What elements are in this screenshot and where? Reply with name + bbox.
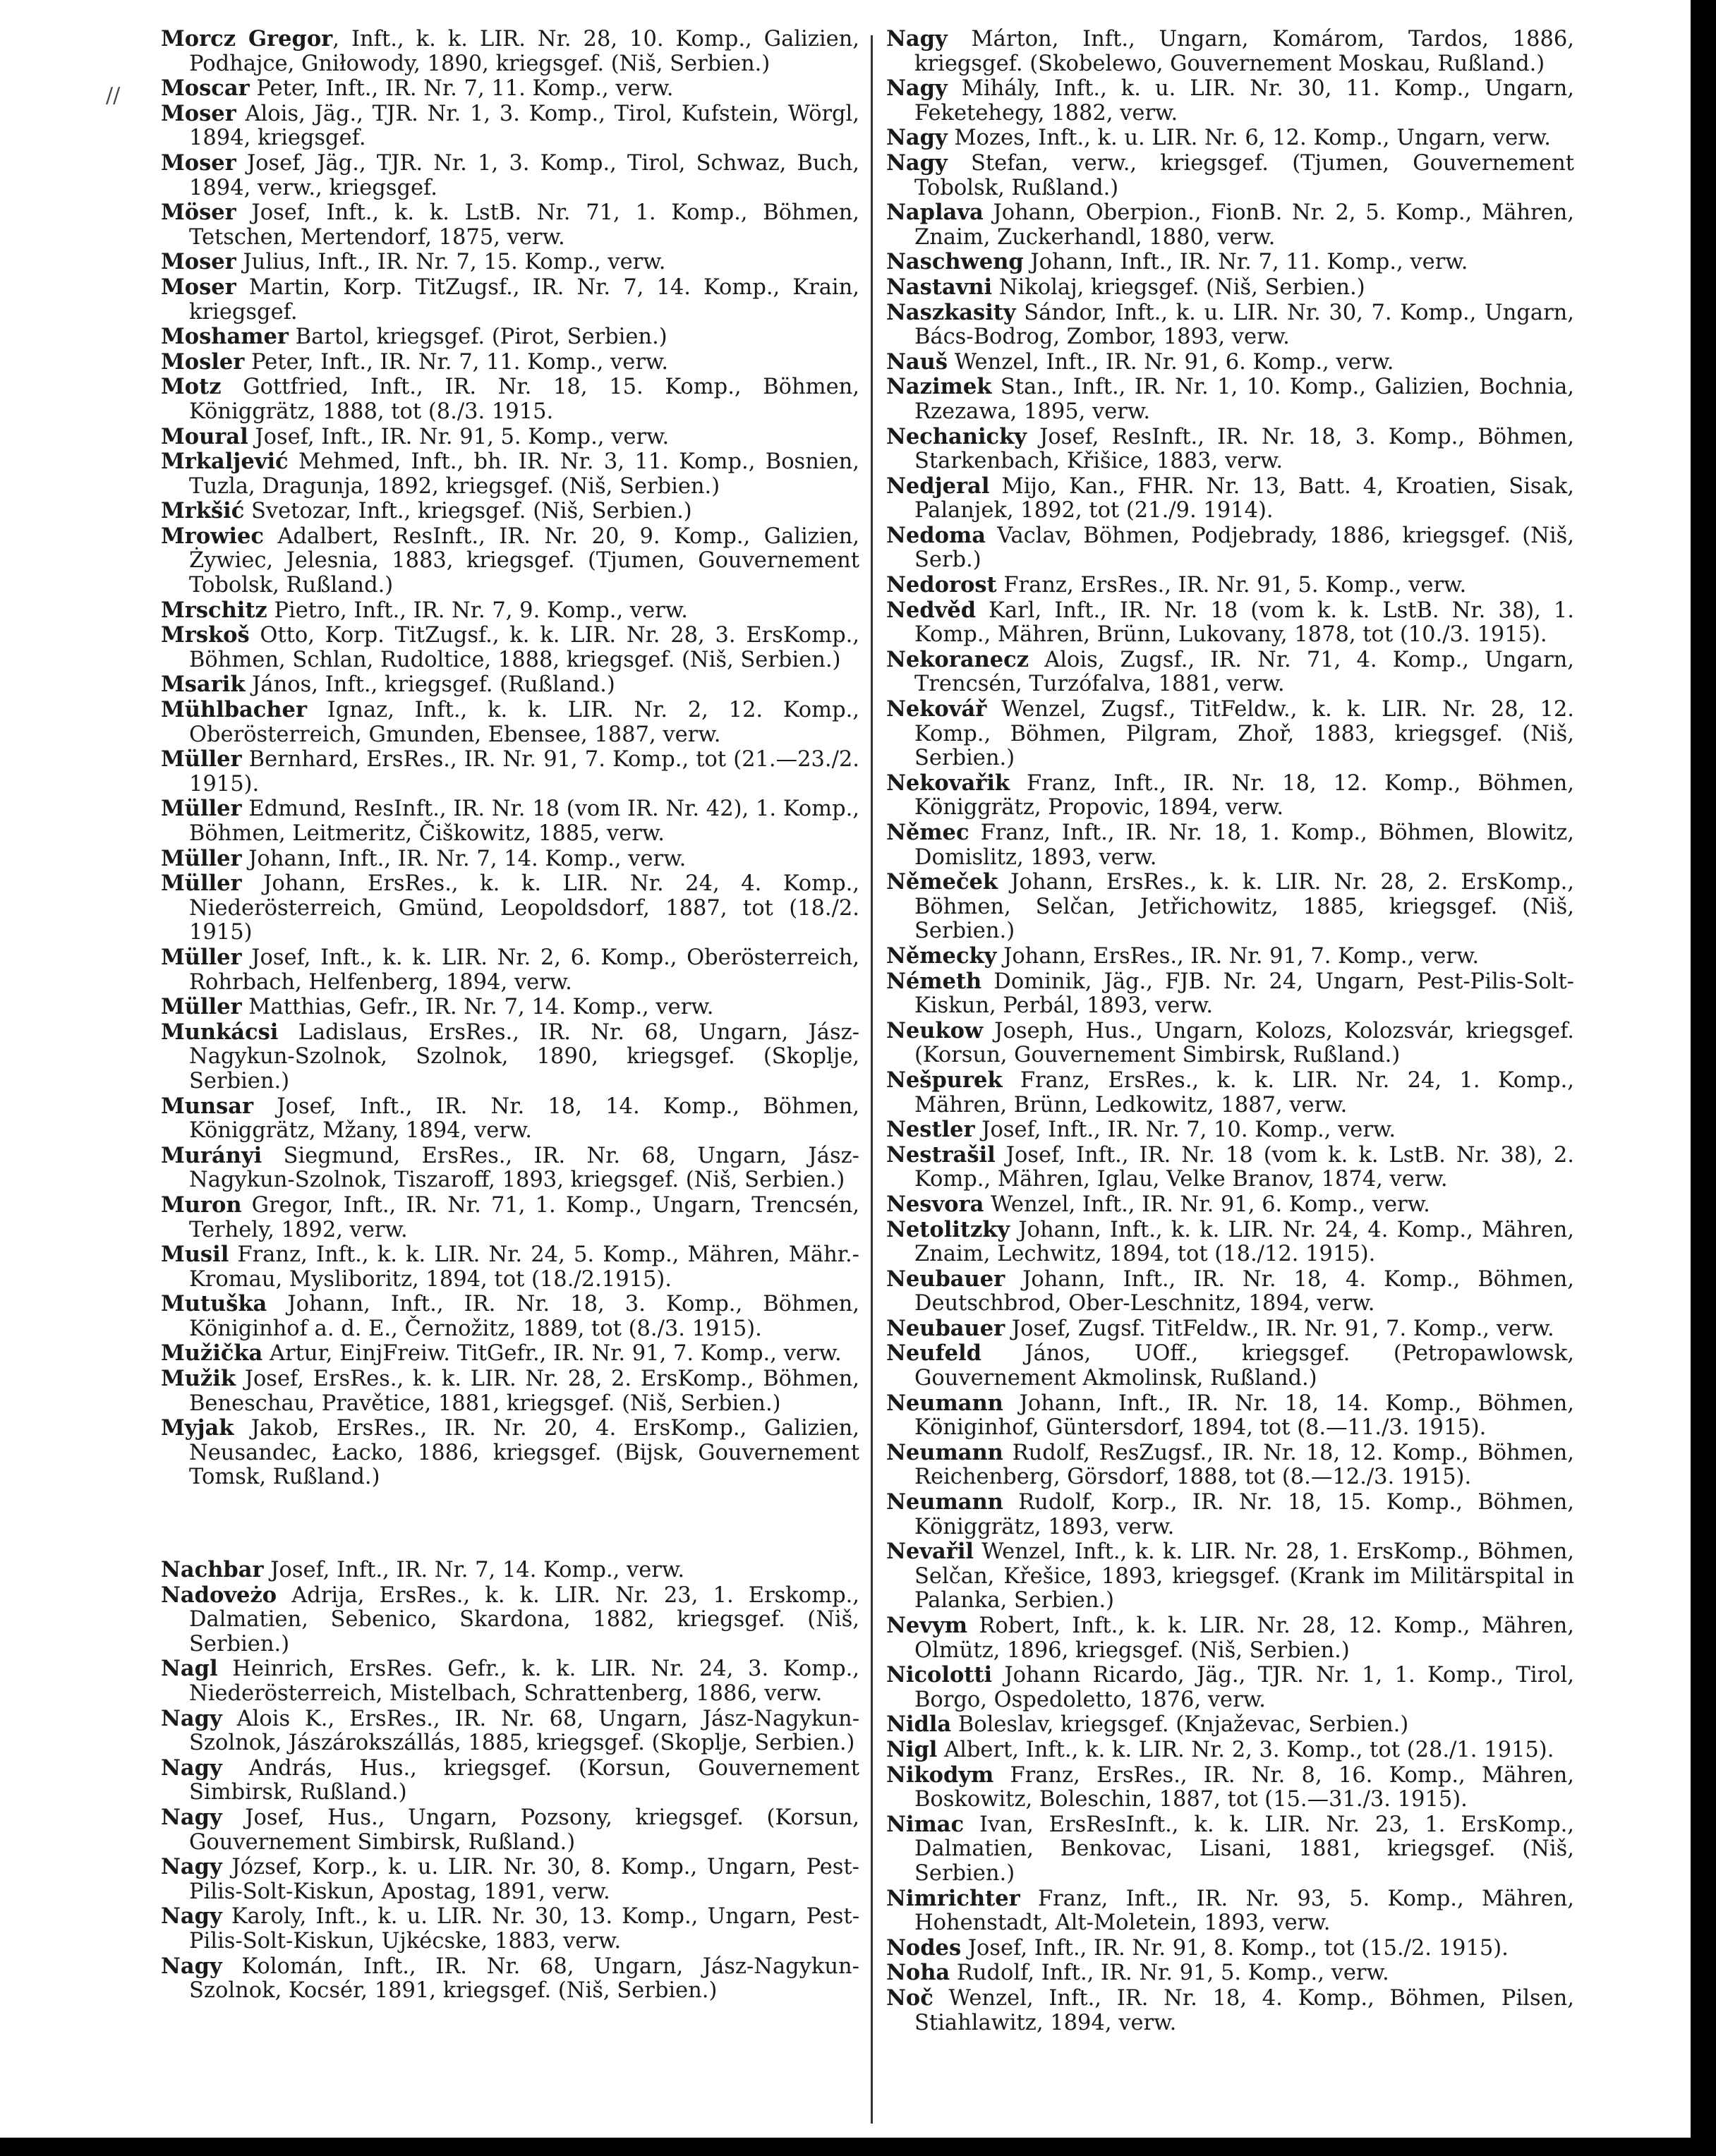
entry-details: Stan., Inft., IR. Nr. 1, 10. Komp., Galizien, Bochnia, Rzezawa, 1895, verw.	[914, 375, 1574, 424]
entry-details: Adalbert, ResInft., IR. Nr. 20, 9. Komp., Galizien, Żywiec, Jelesnia, 1883, kriegsgef. (Tjumen, Gouvernement Tobolsk, Rußland.)	[189, 523, 859, 598]
roll-entry	[161, 275, 859, 325]
entry-details: Nikolaj, kriegsgef. (Niš, Serbien.)	[992, 274, 1365, 300]
entry-details: Josef, Inft., IR. Nr. 7, 14. Komp., verw.	[263, 1558, 685, 1583]
entry-surname: Nedorost	[886, 572, 997, 598]
entry-surname: Neubauer	[886, 1315, 1005, 1341]
entry-surname: Nikodym	[886, 1762, 994, 1788]
roll-entry	[161, 1558, 859, 1583]
entry-surname: Naschweng	[886, 249, 1024, 275]
entry-surname: Noha	[886, 1960, 950, 1986]
roll-entry	[161, 1707, 859, 1756]
roll-entry	[886, 1712, 1574, 1738]
roll-entry	[886, 301, 1574, 350]
roll-entry	[886, 151, 1574, 200]
roll-entry	[161, 945, 859, 995]
roll-entry	[886, 1341, 1574, 1391]
entry-surname: Naszkasity	[886, 299, 1016, 325]
entry-surname: Nagy	[161, 1804, 222, 1830]
entry-details: Bernhard, ErsRes., IR. Nr. 91, 7. Komp., tot (21.—23./2. 1915).	[189, 747, 859, 797]
entry-surname: Nagy	[886, 150, 948, 176]
entry-surname: Nagl	[161, 1656, 218, 1682]
roll-entry	[161, 1367, 859, 1416]
entry-surname: Nestrašil	[886, 1141, 996, 1168]
entry-surname: Nodes	[886, 1934, 962, 1961]
entry-surname: Nidla	[886, 1712, 952, 1738]
entry-surname: Mutuška	[161, 1291, 267, 1317]
roll-entry	[886, 1267, 1574, 1316]
entry-surname: Nagy	[886, 26, 948, 52]
roll-entry	[161, 76, 859, 102]
entry-details: Johann, Inft., IR. Nr. 18, 14. Komp., Böhmen, Königinhof, Güntersdorf, 1894, tot (8.—11./3. 1915).	[914, 1391, 1574, 1441]
entry-surname: Německy	[886, 943, 997, 969]
entry-details: Ignaz, Inft., k. k. LIR. Nr. 2, 12. Komp., Oberösterreich, Gmunden, Ebensee, 1887, verw.	[189, 698, 859, 747]
entry-surname: Munsar	[161, 1093, 254, 1119]
roll-entry	[161, 1904, 859, 1954]
entry-surname: Nedjeral	[886, 473, 990, 499]
entry-surname: Msarik	[161, 672, 246, 698]
entry-surname: Moser	[161, 274, 236, 300]
entry-details: Robert, Inft., k. k. LIR. Nr. 28, 12. Komp., Mähren, Olmütz, 1896, kriegsgef. (Niš, Serbien.)	[914, 1613, 1574, 1663]
roll-entry	[886, 375, 1574, 424]
entry-surname: Nimac	[886, 1811, 965, 1837]
entry-surname: Nesvora	[886, 1191, 984, 1217]
roll-entry	[886, 969, 1574, 1019]
entry-details: Jakob, ErsRes., IR. Nr. 20, 4. ErsKomp., Galizien, Neusandec, Łacko, 1886, kriegsgef. (Bijsk, Gouvernement Tomsk, Rußland.)	[189, 1416, 859, 1490]
entry-surname: Motz	[161, 374, 222, 400]
entry-details: Johann, ErsRes., k. k. LIR. Nr. 24, 4. Komp., Niederösterreich, Gmünd, Leopoldsdorf, 1887, tot (18./2. 1915)	[189, 871, 859, 945]
roll-entry	[886, 771, 1574, 820]
entry-surname: Neumann	[886, 1489, 1003, 1515]
entry-details: Alois K., ErsRes., IR. Nr. 68, Ungarn, Jász-Nagykun-Szolnok, Jászárokszállás, 1885, kriegsgef. (Skoplje, Serbien.)	[189, 1706, 859, 1756]
entry-details: Josef, Inft., IR. Nr. 91, 5. Komp., verw.	[248, 424, 670, 449]
entry-surname: Mühlbacher	[161, 697, 308, 723]
entry-surname: Müller	[161, 871, 242, 897]
entry-details: Josef, Inft., IR. Nr. 91, 8. Komp., tot (15./2. 1915).	[961, 1935, 1509, 1961]
entry-surname: Neumann	[886, 1390, 1003, 1416]
entry-surname: Munkácsi	[161, 1019, 279, 1045]
entry-details: Gottfried, Inft., IR. Nr. 18, 15. Komp., Böhmen, Königgrätz, 1888, tot (8./3. 1915.	[189, 375, 859, 424]
entry-details: Márton, Inft., Ungarn, Komárom, Tardos, 1886, kriegsgef. (Skobelewo, Gouvernement Moskau, Rußland.)	[914, 27, 1574, 76]
roll-entry	[886, 697, 1574, 771]
entry-details: Bartol, kriegsgef. (Pirot, Serbien.)	[288, 325, 667, 350]
entry-details: Mehmed, Inft., bh. IR. Nr. 3, 11. Komp., Bosnien, Tuzla, Dragunja, 1892, kriegsgef. (Niš, Serbien.)	[189, 449, 859, 499]
roll-entry	[161, 698, 859, 747]
roll-entry	[161, 1583, 859, 1657]
entry-surname: Mrkaljević	[161, 449, 289, 475]
entry-details: Josef, ErsRes., k. k. LIR. Nr. 28, 2. ErsKomp., Böhmen, Beneschau, Pravětice, 1881, kriegsgef. (Niš, Serbien.)	[189, 1367, 859, 1416]
roll-entry	[886, 820, 1574, 870]
entry-surname: Möser	[161, 200, 236, 226]
entry-details: Ladislaus, ErsRes., IR. Nr. 68, Ungarn, Jász-Nagykun-Szolnok, Szolnok, 1890, kriegsgef. (Skoplje, Serbien.)	[189, 1019, 859, 1094]
roll-entry	[161, 1292, 859, 1341]
roll-entry	[886, 1068, 1574, 1118]
roll-entry	[886, 250, 1574, 275]
entry-details: Franz, ErsRes., IR. Nr. 8, 16. Komp., Mähren, Boskowitz, Boleschin, 1887, tot (15.—31./3. 1915).	[914, 1762, 1574, 1812]
entry-surname: Müller	[161, 746, 242, 773]
roll-entry	[886, 523, 1574, 573]
roll-entry	[886, 350, 1574, 375]
roll-entry	[886, 598, 1574, 648]
roll-entry	[161, 250, 859, 275]
roll-entry	[161, 27, 859, 76]
entry-details: András, Hus., kriegsgef. (Korsun, Gouvernement Simbirsk, Rußland.)	[189, 1755, 859, 1805]
entry-details: Matthias, Gefr., IR. Nr. 7, 14. Komp., verw.	[241, 995, 714, 1020]
roll-entry	[161, 1805, 859, 1855]
roll-entry	[886, 126, 1574, 151]
entry-surname: Moser	[161, 100, 236, 126]
roll-entry	[161, 1756, 859, 1805]
roll-entry	[886, 76, 1574, 126]
entry-surname: Müller	[161, 944, 242, 970]
roll-entry	[161, 847, 859, 872]
roll-entry	[161, 350, 859, 375]
roll-entry	[161, 375, 859, 424]
roll-entry	[886, 1218, 1574, 1267]
entry-surname: Mrowiec	[161, 523, 264, 549]
entry-details: Rudolf, Inft., IR. Nr. 91, 5. Komp., verw.	[950, 1961, 1389, 1986]
entry-surname: Nicolotti	[886, 1662, 993, 1688]
roll-entry	[161, 871, 859, 945]
entry-details: Alois, Zugsf., IR. Nr. 71, 4. Komp., Ungarn, Trencsén, Turzófalva, 1881, verw.	[914, 647, 1574, 697]
entry-surname: Moscar	[161, 75, 250, 102]
roll-entry	[886, 1192, 1574, 1218]
entry-surname: Myjak	[161, 1415, 234, 1441]
roll-entry	[886, 1391, 1574, 1441]
entry-surname: Nadoveżo	[161, 1582, 277, 1608]
entry-surname: Muron	[161, 1192, 242, 1218]
entry-surname: Nagy	[886, 125, 948, 151]
entry-surname: Nachbar	[161, 1557, 264, 1583]
roll-entry	[886, 944, 1574, 969]
roll-entry	[886, 474, 1574, 523]
roll-entry	[886, 1812, 1574, 1886]
entry-details: Peter, Inft., IR. Nr. 7, 11. Komp., verw.	[249, 76, 674, 102]
entry-surname: Mosler	[161, 349, 245, 375]
entry-details: Rudolf, ResZugsf., IR. Nr. 18, 12. Komp., Böhmen, Reichenberg, Görsdorf, 1888, tot (8.—12./3. 1915).	[914, 1440, 1574, 1490]
entry-details: József, Korp., k. u. LIR. Nr. 30, 8. Komp., Ungarn, Pest-Pilis-Solt-Kiskun, Apostag, 1891, verw.	[189, 1855, 859, 1904]
entry-surname: Neukow	[886, 1017, 984, 1043]
entry-surname: Naplava	[886, 200, 984, 226]
entry-details: Stefan, verw., kriegsgef. (Tjumen, Gouvernement Tobolsk, Rußland.)	[914, 150, 1574, 200]
margin-mark: //	[106, 83, 121, 108]
entry-details: Josef, Inft., k. k. LIR. Nr. 2, 6. Komp., Oberösterreich, Rohrbach, Helfenberg, 1894, verw.	[189, 945, 859, 995]
entry-surname: Nedoma	[886, 522, 986, 548]
entry-surname: Moshamer	[161, 324, 289, 350]
entry-details: Otto, Korp. TitZugsf., k. k. LIR. Nr. 28, 3. ErsKomp., Böhmen, Schlan, Rudoltice, 1888, kriegsgef. (Niš, Serbien.)	[189, 623, 859, 672]
entry-surname: Neumann	[886, 1439, 1003, 1465]
roll-entry	[161, 1855, 859, 1904]
roll-entry	[886, 1738, 1574, 1763]
roll-entry	[161, 598, 859, 624]
left-column	[161, 27, 859, 2004]
entry-details: Franz, ErsRes., IR. Nr. 91, 5. Komp., verw.	[996, 573, 1467, 598]
entry-details: Gregor, Inft., IR. Nr. 71, 1. Komp., Ungarn, Trencsén, Terhely, 1892, verw.	[189, 1192, 859, 1242]
entry-surname: Nevym	[886, 1613, 968, 1638]
entry-surname: Nagy	[886, 75, 948, 102]
roll-entry	[161, 425, 859, 450]
entry-surname: Noč	[886, 1985, 933, 2011]
roll-entry	[886, 1936, 1574, 1961]
roll-entry	[161, 995, 859, 1020]
entry-surname: Mrkšić	[161, 498, 245, 524]
entry-surname: Müller	[161, 845, 242, 871]
entry-details: Edmund, ResInft., IR. Nr. 18 (vom IR. Nr. 42), 1. Komp., Böhmen, Leitmeritz, Čiškowitz, 1885, verw.	[189, 797, 859, 846]
entry-details: Josef, Inft., IR. Nr. 18, 14. Komp., Böhmen, Königgrätz, Mžany, 1894, verw.	[189, 1094, 859, 1144]
entry-details: Johann, Inft., k. k. LIR. Nr. 24, 4. Komp., Mähren, Znaim, Lechwitz, 1894, tot (18./12. 1915).	[914, 1217, 1574, 1267]
entry-details: Sándor, Inft., k. u. LIR. Nr. 30, 7. Komp., Ungarn, Bács-Bodrog, Zombor, 1893, verw.	[914, 300, 1574, 350]
entry-details: Josef, ResInft., IR. Nr. 18, 3. Komp., Böhmen, Starkenbach, Křišice, 1883, verw.	[914, 424, 1574, 474]
entry-details: Ivan, ErsResInft., k. k. LIR. Nr. 23, 1. ErsKomp., Dalmatien, Benkovac, Lisani, 1881, kriegsgef. (Niš, Serbien.)	[914, 1812, 1574, 1886]
entry-details: Wenzel, Inft., IR. Nr. 91, 6. Komp., verw.	[948, 349, 1394, 375]
entry-details: Johann, Inft., IR. Nr. 7, 14. Komp., verw.	[241, 846, 687, 871]
entry-details: Josef, Zugsf. TitFeldw., IR. Nr. 91, 7. Komp., verw.	[1005, 1316, 1554, 1341]
entry-details: Franz, ErsRes., k. k. LIR. Nr. 24, 1. Komp., Mähren, Brünn, Ledkowitz, 1887, verw.	[914, 1067, 1574, 1118]
roll-entry	[886, 1143, 1574, 1192]
entry-details: Siegmund, ErsRes., IR. Nr. 68, Ungarn, Jász-Nagykun-Szolnok, Tiszaroff, 1893, kriegsgef. (Niš, Serbien.)	[189, 1143, 859, 1193]
roll-entry	[886, 1316, 1574, 1342]
roll-entry	[886, 1961, 1574, 1986]
entry-surname: Mužik	[161, 1366, 236, 1392]
entry-surname: Moural	[161, 423, 248, 449]
entry-surname: Németh	[886, 968, 982, 994]
entry-details: Martin, Korp. TitZugsf., IR. Nr. 7, 14. Komp., Krain, kriegsgef.	[189, 274, 859, 325]
roll-entry	[161, 1193, 859, 1242]
roll-entry	[161, 102, 859, 151]
roll-entry	[161, 1242, 859, 1292]
scan-border-bottom	[0, 2138, 1716, 2156]
roll-entry	[161, 200, 859, 250]
entry-surname: Nagy	[161, 1854, 222, 1880]
entry-surname: Mrschitz	[161, 597, 267, 623]
entry-surname: Müller	[161, 796, 242, 822]
roll-entry	[161, 1144, 859, 1193]
entry-surname: Müller	[161, 994, 242, 1020]
right-column	[886, 27, 1574, 2035]
entry-details: Franz, Inft., IR. Nr. 93, 5. Komp., Mähren, Hohenstadt, Alt-Moletein, 1893, verw.	[914, 1886, 1574, 1936]
entry-surname: Nedvěd	[886, 597, 977, 623]
roll-entry	[886, 1613, 1574, 1663]
roll-entry	[161, 499, 859, 524]
roll-entry	[161, 1341, 859, 1367]
entry-surname: Nechanicky	[886, 423, 1027, 449]
roll-entry	[886, 648, 1574, 697]
entry-details: János, Inft., kriegsgef. (Rußland.)	[245, 672, 615, 698]
entry-surname: Mrskoš	[161, 622, 250, 648]
roll-entry	[886, 27, 1574, 76]
roll-entry	[886, 200, 1574, 250]
roll-entry	[886, 1539, 1574, 1613]
entry-surname: Nimrichter	[886, 1885, 1020, 1911]
entry-details: Vaclav, Böhmen, Podjebrady, 1886, kriegsgef. (Niš, Serb.)	[914, 523, 1574, 573]
entry-details: Dominik, Jäg., FJB. Nr. 24, Ungarn, Pest-Pilis-Solt-Kiskun, Perbál, 1893, verw.	[914, 969, 1574, 1019]
entry-details: János, UOff., kriegsgef. (Petropawlowsk, Gouvernement Akmolinsk, Rußland.)	[914, 1341, 1574, 1391]
roll-entry	[161, 524, 859, 598]
entry-surname: Moser	[161, 150, 236, 176]
entry-details: Johann, ErsRes., k. k. LIR. Nr. 28, 2. ErsKomp., Böhmen, Selčan, Jetřichowitz, 1885, kriegsgef. (Niš, Serbien.)	[914, 870, 1574, 944]
entry-surname: Nekovář	[886, 696, 987, 722]
entry-details: Mihály, Inft., k. u. LIR. Nr. 30, 11. Komp., Ungarn, Feketehegy, 1882, verw.	[914, 76, 1574, 126]
roll-entry	[161, 449, 859, 499]
roll-entry	[886, 1490, 1574, 1539]
roll-entry	[161, 1657, 859, 1706]
entry-surname: Nigl	[886, 1736, 938, 1762]
roll-entry	[886, 1763, 1574, 1812]
entry-surname: Neufeld	[886, 1340, 981, 1367]
roll-entry	[886, 1886, 1574, 1936]
roll-entry	[161, 1094, 859, 1144]
entry-details: Josef, Hus., Ungarn, Pozsony, kriegsgef. (Korsun, Gouvernement Simbirsk, Rußland.)	[189, 1805, 859, 1855]
entry-details: Wenzel, Inft., IR. Nr. 18, 4. Komp., Böhmen, Pilsen, Stiahlawitz, 1894, verw.	[914, 1985, 1574, 2035]
roll-entry	[886, 1663, 1574, 1712]
entry-details: Mozes, Inft., k. u. LIR. Nr. 6, 12. Komp., Ungarn, verw.	[947, 126, 1551, 151]
entry-surname: Němeček	[886, 869, 998, 895]
roll-entry	[886, 870, 1574, 944]
roll-entry	[161, 623, 859, 672]
entry-details: Franz, Inft., k. k. LIR. Nr. 24, 5. Komp., Mähren, Mähr.-Kromau, Mysliboritz, 1894, tot (18./2.1915).	[189, 1242, 859, 1292]
entry-surname: Nazimek	[886, 374, 992, 400]
entry-surname: Nekovařik	[886, 770, 1010, 796]
entry-surname: Murányi	[161, 1142, 262, 1168]
entry-details: Josef, Inft., k. k. LstB. Nr. 71, 1. Komp., Böhmen, Tetschen, Mertendorf, 1875, verw.	[189, 200, 859, 250]
roll-entry	[161, 672, 859, 698]
entry-details: Svetozar, Inft., kriegsgef. (Niš, Serbien.)	[244, 499, 692, 524]
roll-entry	[886, 1118, 1574, 1143]
entry-surname: Nekoranecz	[886, 646, 1029, 672]
entry-details: Karoly, Inft., k. u. LIR. Nr. 30, 13. Komp., Ungarn, Pest-Pilis-Solt-Kiskun, Ujkécske, 1883, verw.	[189, 1904, 859, 1954]
roll-entry	[886, 425, 1574, 474]
entry-details: Peter, Inft., IR. Nr. 7, 11. Komp., verw.	[244, 349, 669, 375]
entry-details: Alois, Jäg., TJR. Nr. 1, 3. Komp., Tirol, Kufstein, Wörgl, 1894, kriegsgef.	[189, 101, 859, 151]
entry-details: Pietro, Inft., IR. Nr. 7, 9. Komp., verw.	[267, 598, 688, 623]
section-gap	[161, 1490, 859, 1558]
entry-surname: Morcz Gregor	[161, 26, 333, 52]
entry-details: Johann, Oberpion., FionB. Nr. 2, 5. Komp., Mähren, Znaim, Zuckerhandl, 1880, verw.	[914, 200, 1574, 250]
roll-entry	[161, 1416, 859, 1490]
entry-surname: Nešpurek	[886, 1067, 1003, 1093]
roll-entry	[161, 325, 859, 350]
entry-surname: Moser	[161, 249, 236, 275]
entry-details: Johann, Inft., IR. Nr. 7, 11. Komp., verw.	[1023, 250, 1468, 275]
entry-surname: Nastavni	[886, 274, 993, 300]
entry-surname: Nauš	[886, 349, 948, 375]
entry-details: Johann, Inft., IR. Nr. 18, 4. Komp., Böhmen, Deutschbrod, Ober-Leschnitz, 1894, verw.	[914, 1266, 1574, 1316]
entry-surname: Musil	[161, 1242, 229, 1268]
entry-surname: Nagy	[161, 1953, 222, 1979]
roll-entry	[886, 1019, 1574, 1068]
roll-entry	[161, 797, 859, 846]
entry-details: Wenzel, Inft., IR. Nr. 91, 6. Komp., verw.	[984, 1192, 1430, 1217]
entry-details: Artur, EinjFreiw. TitGefr., IR. Nr. 91, 7. Komp., verw.	[262, 1341, 842, 1367]
entry-details: Franz, Inft., IR. Nr. 18, 1. Komp., Böhmen, Blowitz, Domislitz, 1893, verw.	[914, 820, 1574, 870]
entry-details: Julius, Inft., IR. Nr. 7, 15. Komp., verw.	[236, 250, 666, 275]
entry-details: Josef, Jäg., TJR. Nr. 1, 3. Komp., Tirol, Schwaz, Buch, 1894, verw., kriegsgef.	[189, 150, 859, 200]
entry-details: Karl, Inft., IR. Nr. 18 (vom k. k. LstB. Nr. 38), 1. Komp., Mähren, Brünn, Lukovany, 1878, tot (10./3. 1915).	[914, 598, 1574, 648]
entry-details: Wenzel, Inft., k. k. LIR. Nr. 28, 1. ErsKomp., Böhmen, Selčan, Křešice, 1893, kriegsgef. (Krank im Militärspital in Palanka, Serbien.)	[914, 1539, 1574, 1613]
entry-surname: Netolitzky	[886, 1216, 1010, 1242]
entry-surname: Neubauer	[886, 1266, 1005, 1292]
roll-entry	[886, 1441, 1574, 1490]
entry-surname: Nagy	[161, 1903, 222, 1930]
entry-surname: Němec	[886, 820, 969, 845]
entry-details: Wenzel, Zugsf., TitFeldw., k. k. LIR. Nr. 28, 12. Komp., Böhmen, Pilgram, Zhoř, 1883, kriegsgef. (Niš, Serbien.)	[914, 697, 1574, 771]
roll-entry	[886, 275, 1574, 301]
roll-entry	[161, 1020, 859, 1094]
entry-surname: Nagy	[161, 1755, 222, 1781]
column-divider	[871, 35, 873, 2124]
entry-details: Johann, ErsRes., IR. Nr. 91, 7. Komp., verw.	[996, 943, 1480, 969]
roll-entry	[886, 573, 1574, 598]
entry-details: Albert, Inft., k. k. LIR. Nr. 2, 3. Komp., tot (28./1. 1915).	[937, 1737, 1554, 1762]
entry-details: Franz, Inft., IR. Nr. 18, 12. Komp., Böhmen, Königgrätz, Propovic, 1894, verw.	[914, 770, 1574, 820]
entry-details: Heinrich, ErsRes. Gefr., k. k. LIR. Nr. 24, 3. Komp., Niederösterreich, Mistelbach, Schrattenberg, 1886, verw.	[189, 1657, 859, 1706]
entry-details: Joseph, Hus., Ungarn, Kolozs, Kolozsvár, kriegsgef. (Korsun, Gouvernement Simbirsk, Rußland.)	[914, 1018, 1574, 1068]
entry-surname: Nevařil	[886, 1539, 974, 1565]
entry-surname: Nagy	[161, 1705, 222, 1731]
roll-entry	[161, 747, 859, 797]
entry-details: Mijo, Kan., FHR. Nr. 13, Batt. 4, Kroatien, Sisak, Palanjek, 1892, tot (21./9. 1914).	[914, 473, 1574, 523]
entry-details: Johann, Inft., IR. Nr. 18, 3. Komp., Böhmen, Königinhof a. d. E., Černožitz, 1889, tot (8./3. 1915).	[189, 1292, 859, 1341]
entry-details: Josef, Inft., IR. Nr. 7, 10. Komp., verw.	[974, 1118, 1396, 1143]
entry-details: , Inft., k. k. LIR. Nr. 28, 10. Komp., Galizien, Podhajce, Gniłowody, 1890, kriegsgef. (Niš, Serbien.)	[189, 27, 859, 76]
entry-details: Boleslav, kriegsgef. (Knjaževac, Serbien.)	[951, 1712, 1409, 1738]
roll-entry	[886, 1986, 1574, 2035]
roll-entry	[161, 1954, 859, 2004]
entry-surname: Mužička	[161, 1340, 263, 1367]
scan-border-right	[1691, 0, 1716, 2156]
entry-details: Johann Ricardo, Jäg., TJR. Nr. 1, 1. Komp., Tirol, Borgo, Ospedoletto, 1876, verw.	[914, 1663, 1574, 1712]
entry-details: Josef, Inft., IR. Nr. 18 (vom k. k. LstB. Nr. 38), 2. Komp., Mähren, Iglau, Velke Branov, 1874, verw.	[914, 1142, 1574, 1192]
entry-surname: Nestler	[886, 1117, 975, 1143]
entry-details: Kolomán, Inft., IR. Nr. 68, Ungarn, Jász-Nagykun-Szolnok, Kocsér, 1891, kriegsgef. (Niš, Serbien.)	[189, 1954, 859, 2004]
entry-details: Adrija, ErsRes., k. k. LIR. Nr. 23, 1. Erskomp., Dalmatien, Sebenico, Skardona, 1882, kriegsgef. (Niš, Serbien.)	[189, 1582, 859, 1657]
roll-entry	[161, 151, 859, 200]
entry-details: Rudolf, Korp., IR. Nr. 18, 15. Komp., Böhmen, Königgrätz, 1893, verw.	[914, 1490, 1574, 1539]
